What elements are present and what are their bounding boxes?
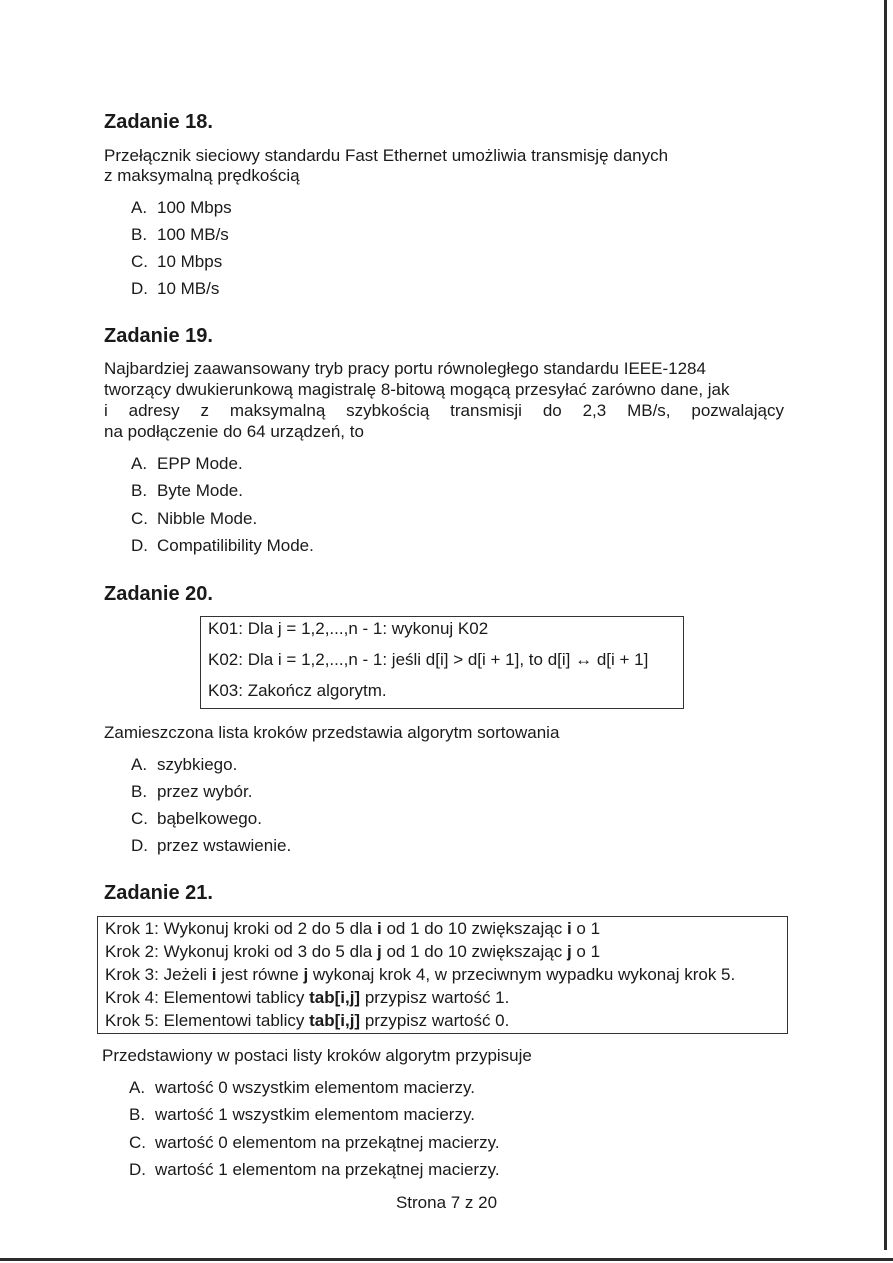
task-21-option-b	[129, 1105, 475, 1125]
step-text: od 1 do 10 zwiększając	[381, 942, 567, 961]
array-element: tab[i,j]	[309, 1011, 361, 1030]
variable-j: j	[303, 965, 309, 984]
option-letter: A.	[131, 454, 148, 473]
option-letter: B.	[131, 481, 148, 500]
task-19-question-line1: Najbardziej zaawansowany tryb pracy portu równoległego standardu IEEE-1284	[104, 359, 706, 378]
option-letter: C.	[131, 252, 148, 271]
step-text: Krok 2: Wykonuj kroki od 3 do 5 dla	[105, 942, 377, 961]
option-letter: B.	[131, 225, 148, 244]
step-text: Krok 1: Wykonuj kroki od 2 do 5 dla	[105, 919, 377, 938]
option-text: bąbelkowego.	[157, 809, 262, 828]
step-text: Krok 3: Jeżeli	[105, 965, 212, 984]
option-letter: C.	[129, 1133, 146, 1152]
option-letter: D.	[129, 1160, 146, 1179]
task-19-title: Zadanie 19.	[104, 325, 213, 347]
option-text: wartość 1 elementom na przekątnej macierzy.	[155, 1160, 500, 1179]
task-18-option-a	[131, 198, 232, 218]
option-text: 100 MB/s	[157, 225, 229, 244]
algorithm-step-k03: K03: Zakończ algorytm.	[208, 681, 387, 700]
option-text: wartość 0 wszystkim elementom macierzy.	[155, 1078, 475, 1097]
task-20-option-d	[131, 836, 291, 856]
option-text: Compatilibility Mode.	[157, 536, 314, 555]
task-18-question-line1: Przełącznik sieciowy standardu Fast Ethernet umożliwia transmisję danych	[104, 146, 669, 165]
task-18-option-b	[131, 225, 229, 245]
algorithm-step-k02: K02: Dla i = 1,2,...,n - 1: jeśli d[i] > d[i + 1], to d[i] ↔ d[i + 1]	[208, 650, 649, 669]
algorithm-step-3	[105, 965, 735, 985]
option-text: Nibble Mode.	[157, 509, 258, 528]
page-edge-bottom	[0, 1258, 893, 1261]
option-text: 10 Mbps	[157, 252, 223, 271]
option-letter: C.	[131, 509, 148, 528]
step-text: Krok 5: Elementowi tablicy	[105, 1011, 310, 1030]
variable-j: j	[376, 942, 382, 961]
algorithm-step-4	[105, 988, 509, 1008]
task-19-option-b	[131, 481, 243, 501]
variable-i: i	[376, 919, 382, 938]
variable-i: i	[211, 965, 217, 984]
algorithm-step-k01: K01: Dla j = 1,2,...,n - 1: wykonuj K02	[208, 619, 489, 638]
option-letter: D.	[131, 536, 148, 555]
page-number: Strona 7 z 20	[395, 1193, 498, 1212]
option-text: 100 Mbps	[157, 198, 232, 217]
task-18-question-line2: z maksymalną prędkością	[104, 166, 300, 185]
task-19-option-c	[131, 509, 257, 529]
step-text: od 1 do 10 zwiększając	[381, 919, 567, 938]
step-text: jest równe	[216, 965, 304, 984]
option-text: Byte Mode.	[157, 481, 243, 500]
option-text: przez wstawienie.	[157, 836, 292, 855]
option-text: EPP Mode.	[157, 454, 243, 473]
task-21-option-a	[129, 1078, 475, 1098]
task-21-option-c	[129, 1133, 500, 1153]
algorithm-step-1	[105, 919, 600, 939]
task-19-question-line2: tworzący dwukierunkową magistralę 8-bitową mogącą przesyłać zarówno dane, jak	[104, 380, 730, 399]
variable-j: j	[566, 942, 572, 961]
task-20-option-c	[131, 809, 262, 829]
option-letter: A.	[129, 1078, 146, 1097]
task-20-option-b	[131, 782, 252, 802]
task-18-title: Zadanie 18.	[104, 111, 213, 133]
option-letter: A.	[131, 755, 148, 774]
step-text: o 1	[571, 919, 601, 938]
option-letter: C.	[131, 809, 148, 828]
option-letter: A.	[131, 198, 148, 217]
task-21-option-d	[129, 1160, 500, 1180]
task-21-title: Zadanie 21.	[104, 882, 213, 904]
task-19-question-line4: na podłączenie do 64 urządzeń, to	[104, 422, 364, 441]
option-text: wartość 1 wszystkim elementom macierzy.	[155, 1105, 475, 1124]
option-text: przez wybór.	[157, 782, 253, 801]
task-20-algorithm-box	[200, 616, 684, 709]
step-text: przypisz wartość 0.	[360, 1011, 510, 1030]
task-18-option-d	[131, 279, 219, 299]
task-20-option-a	[131, 755, 237, 775]
task-19-option-a	[131, 454, 243, 474]
option-letter: B.	[129, 1105, 146, 1124]
option-letter: D.	[131, 836, 148, 855]
option-text: 10 MB/s	[157, 279, 220, 298]
step-text: Krok 4: Elementowi tablicy	[105, 988, 310, 1007]
option-letter: D.	[131, 279, 148, 298]
task-21-algorithm-box	[97, 916, 788, 1034]
task-19-option-d	[131, 536, 314, 556]
variable-i: i	[566, 919, 572, 938]
step-text: o 1	[571, 942, 601, 961]
option-text: szybkiego.	[157, 755, 238, 774]
step-text: wykonaj krok 4, w przeciwnym wypadku wykonaj krok 5.	[308, 965, 736, 984]
option-text: wartość 0 elementom na przekątnej macierzy.	[155, 1133, 500, 1152]
option-letter: B.	[131, 782, 148, 801]
array-element: tab[i,j]	[309, 988, 361, 1007]
task-20-question: Zamieszczona lista kroków przedstawia algorytm sortowania	[104, 723, 560, 742]
task-20-title: Zadanie 20.	[104, 583, 213, 605]
page-edge-right	[884, 0, 887, 1250]
step-text: przypisz wartość 1.	[360, 988, 510, 1007]
task-19-question-line3: i adresy z maksymalną szybkością transmisji do 2,3 MB/s, pozwalający	[104, 401, 784, 420]
algorithm-step-2	[105, 942, 600, 962]
task-18-option-c	[131, 252, 222, 272]
task-21-question: Przedstawiony w postaci listy kroków algorytm przypisuje	[102, 1046, 532, 1065]
algorithm-step-5	[105, 1011, 509, 1031]
